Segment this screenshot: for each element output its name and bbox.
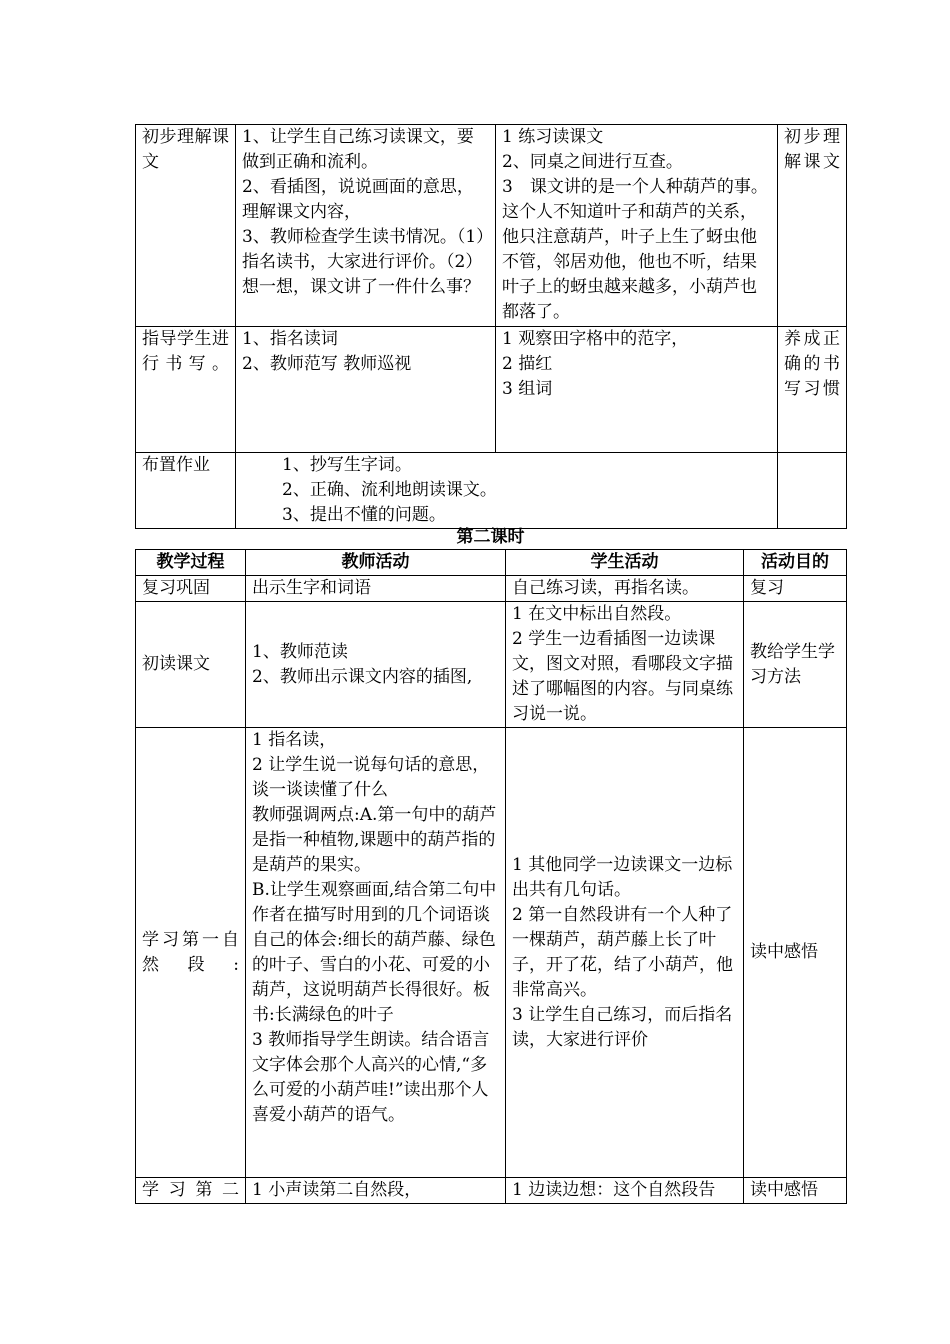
process-cell: 复习巩固: [136, 576, 246, 602]
homework-cell: 1、抄写生字词。 2、正确、流利地朗读课文。 3、提出不懂的问题。: [236, 453, 778, 529]
table-row: [136, 453, 847, 529]
purpose-cell: 养成正确的书写习惯: [778, 327, 847, 453]
process-cell: 学习第二: [136, 1178, 246, 1204]
teacher-activity-cell: 1、让学生自己练习读课文，要做到正确和流利。 2、看插图，说说画面的意思，理解课文内容， 3、教师检查学生读书情况。（1）指名读书，大家进行评价。（2）想一想，课文讲了一件什么事？: [236, 125, 496, 327]
process-cell: 指导学生进行书写。: [136, 327, 236, 453]
teacher-activity-cell: 1 小声读第二自然段，: [246, 1178, 506, 1204]
process-cell: 初步理解课文: [136, 125, 236, 327]
table-row: [136, 728, 847, 1178]
process-cell: 初读课文: [136, 602, 246, 728]
process-cell: 布置作业: [136, 453, 236, 529]
lesson-table-2: [135, 549, 847, 1204]
header-row: [136, 550, 847, 576]
table-row: [136, 576, 847, 602]
table-row: [136, 602, 847, 728]
table-row: [136, 327, 847, 453]
purpose-cell: 读中感悟: [744, 728, 847, 1178]
purpose-cell: 读中感悟: [744, 1178, 847, 1204]
teacher-activity-cell: 1、指名读词 2、教师范写 教师巡视: [236, 327, 496, 453]
teacher-activity-cell: 1 指名读， 2 让学生说一说每句话的意思，谈一谈读懂了什么 教师强调两点:A.第一句中的葫芦是指一种植物,课题中的葫芦指的是葫芦的果实。 B.让学生观察画面,结合第二句中作者在描写时用到的几个词语谈自己的体会:细长的葫芦藤、绿色的叶子、雪白的小花、可爱的小葫芦，这说明葫芦长得很好。板书:长满绿色的叶子 3 教师指导学生朗读。结合语言文字体会那个人高兴的心情,“多么可爱的小葫芦哇!”读出那个人喜爱小葫芦的语气。: [246, 728, 506, 1178]
teacher-activity-cell: 出示生字和词语: [246, 576, 506, 602]
student-activity-cell: 1 观察田字格中的范字， 2 描红 3 组词: [496, 327, 778, 453]
student-activity-cell: 1 其他同学一边读课文一边标出共有几句话。 2 第一自然段讲有一个人种了一棵葫芦，葫芦藤上长了叶子，开了花，结了小葫芦，他非常高兴。 3 让学生自己练习，而后指名读，大家进行评价: [506, 728, 744, 1178]
purpose-cell: [778, 453, 847, 529]
column-header: 教师活动: [246, 550, 506, 576]
student-activity-cell: 自己练习读，再指名读。: [506, 576, 744, 602]
column-header: 学生活动: [506, 550, 744, 576]
student-activity-cell: 1 边读边想：这个自然段告: [506, 1178, 744, 1204]
purpose-cell: 复习: [744, 576, 847, 602]
table-row: [136, 1178, 847, 1204]
column-header: 活动目的: [744, 550, 847, 576]
teacher-activity-cell: 1、教师范读 2、教师出示课文内容的插图,: [246, 602, 506, 728]
process-cell: 学习第一自然段:: [136, 728, 246, 1178]
lesson-table-1: [135, 124, 847, 529]
student-activity-cell: 1 在文中标出自然段。 2 学生一边看插图一边读课文，图文对照，看哪段文字描述了哪幅图的内容。与同桌练习说一说。: [506, 602, 744, 728]
section-title: 第二课时: [456, 527, 525, 547]
column-header: 教学过程: [136, 550, 246, 576]
student-activity-cell: 1 练习读课文 2、同桌之间进行互查。 3 课文讲的是一个人种葫芦的事。这个人不知道叶子和葫芦的关系，他只注意葫芦，叶子上生了蚜虫他不管，邻居劝他，他也不听，结果叶子上的蚜虫越来越多，小葫芦也都落了。: [496, 125, 778, 327]
purpose-cell: 初步理解课文: [778, 125, 847, 327]
purpose-cell: 教给学生学习方法: [744, 602, 847, 728]
table-row: [136, 125, 847, 327]
